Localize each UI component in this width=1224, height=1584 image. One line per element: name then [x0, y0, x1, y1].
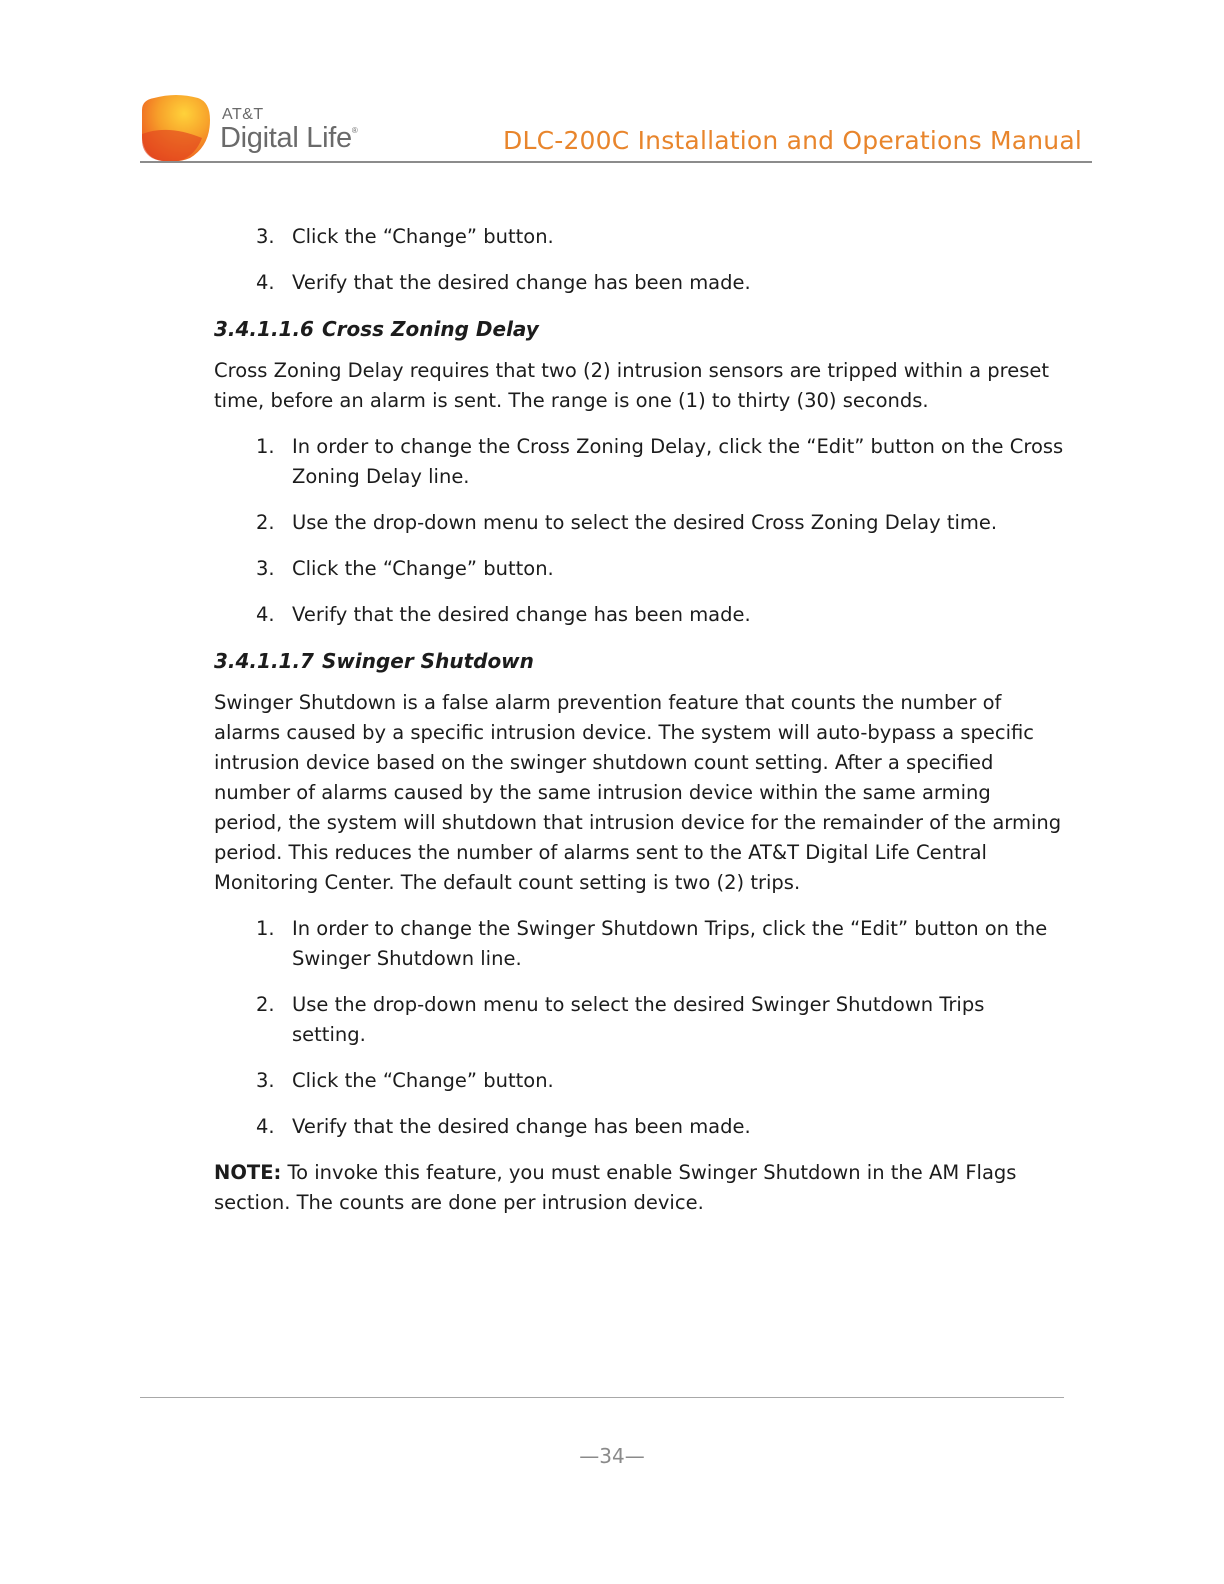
step-number: 3. — [256, 225, 275, 248]
note-label: NOTE: — [214, 1161, 282, 1184]
page-content — [214, 222, 1064, 1234]
step-number: 2. — [256, 993, 275, 1016]
logo-brand-line2 — [220, 122, 357, 155]
step-text: Verify that the desired change has been made. — [292, 1115, 751, 1138]
step-text: In order to change the Cross Zoning Delay, click the “Edit” button on the Cross Zoning Delay line. — [292, 435, 1064, 488]
logo-trademark: ® — [351, 126, 358, 135]
step-text: In order to change the Swinger Shutdown Trips, click the “Edit” button on the Swinger Shutdown line. — [292, 917, 1048, 970]
digital-life-globe-icon — [142, 94, 210, 162]
list-item — [214, 508, 1064, 538]
intro-steps — [214, 222, 1064, 298]
list-item — [214, 914, 1064, 974]
section-number: 3.4.1.1.7 — [214, 649, 314, 673]
step-number: 4. — [256, 271, 275, 294]
step-number: 1. — [256, 435, 275, 458]
swinger-shutdown-steps — [214, 914, 1064, 1142]
step-text: Use the drop-down menu to select the desired Cross Zoning Delay time. — [292, 511, 998, 534]
step-text: Click the “Change” button. — [292, 1069, 554, 1092]
section-heading-cross-zoning — [214, 314, 1064, 344]
footer-divider — [140, 1397, 1064, 1398]
logo-brand-line1: AT&T — [222, 106, 264, 123]
page-number: —34— — [579, 1444, 645, 1468]
list-item — [214, 222, 1064, 252]
cross-zoning-description: Cross Zoning Delay requires that two (2) intrusion sensors are tripped within a preset time, before an alarm is sent. The range is one (1) to thirty (30) seconds. — [214, 359, 1050, 412]
step-number: 4. — [256, 1115, 275, 1138]
logo-brand-name: Digital Life — [220, 122, 352, 154]
step-text: Click the “Change” button. — [292, 557, 554, 580]
step-number: 3. — [256, 1069, 275, 1092]
note-text: To invoke this feature, you must enable Swinger Shutdown in the AM Flags section. The counts are done per intrusion device. — [214, 1161, 1017, 1214]
step-text: Click the “Change” button. — [292, 225, 554, 248]
step-text: Verify that the desired change has been made. — [292, 603, 751, 626]
page-header — [140, 92, 1092, 164]
section-number: 3.4.1.1.6 — [214, 317, 314, 341]
section-heading-swinger-shutdown — [214, 646, 1064, 676]
step-number: 3. — [256, 557, 275, 580]
step-text: Verify that the desired change has been made. — [292, 271, 751, 294]
step-text: Use the drop-down menu to select the desired Swinger Shutdown Trips setting. — [292, 993, 985, 1046]
manual-title: DLC-200C Installation and Operations Manual — [503, 126, 1082, 155]
list-item — [214, 1112, 1064, 1142]
list-item — [214, 600, 1064, 630]
list-item — [214, 990, 1064, 1050]
list-item — [214, 1066, 1064, 1096]
note-paragraph — [214, 1158, 1064, 1218]
step-number: 4. — [256, 603, 275, 626]
swinger-shutdown-description: Swinger Shutdown is a false alarm prevention feature that counts the number of alarms caused by a specific intrusion device. The system will auto-bypass a specific intrusion device based on the swinger shutdown count setting. After a specified number of alarms caused by the same intrusion device within the same arming period, the system will shutdown that intrusion device for the remainder of the arming period. This reduces the number of alarms sent to the AT&T Digital Life Central Monitoring Center. The default count setting is two (2) trips. — [214, 691, 1062, 894]
step-number: 2. — [256, 511, 275, 534]
section-title: Cross Zoning Delay — [322, 317, 539, 341]
step-number: 1. — [256, 917, 275, 940]
list-item — [214, 268, 1064, 298]
list-item — [214, 432, 1064, 492]
header-divider — [140, 161, 1092, 163]
cross-zoning-steps — [214, 432, 1064, 630]
list-item — [214, 554, 1064, 584]
att-digital-life-logo — [140, 92, 380, 164]
section-title: Swinger Shutdown — [322, 649, 534, 673]
